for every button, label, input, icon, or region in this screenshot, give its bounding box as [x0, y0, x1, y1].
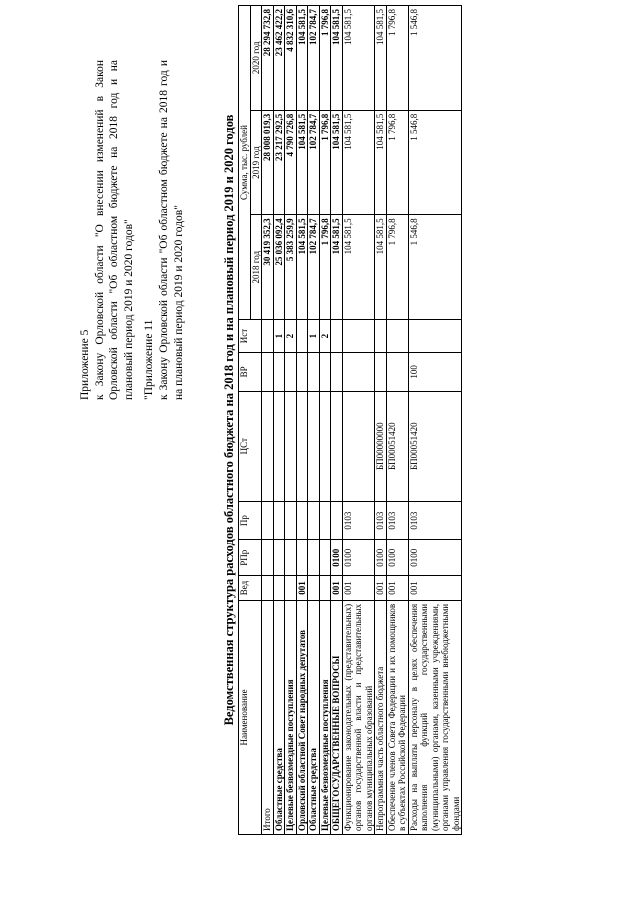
- cell-2020: 104 581,5: [375, 6, 387, 111]
- cell-2018: 104 581,5: [342, 215, 375, 320]
- cell-ved: [285, 576, 297, 601]
- cell-ist: 1: [273, 320, 285, 353]
- cell-2018: 102 784,7: [308, 215, 320, 320]
- cell-2020: 102 784,7: [308, 6, 320, 111]
- header-ist: Ист: [239, 320, 262, 353]
- cell-ved: [319, 576, 331, 601]
- header-vr: ВР: [239, 353, 262, 392]
- appendix-line: к Закону Орловской области "Об областном бюджете на 2018 год и на плановый период 2019 и 2020 годов": [157, 60, 185, 400]
- cell-vr: [375, 353, 387, 392]
- cell-2018: 25 036 092,4: [273, 215, 285, 320]
- cell-pr: 0103: [375, 501, 387, 540]
- cell-ist: 2: [319, 320, 331, 353]
- cell-vr: [285, 353, 297, 392]
- cell-rpr: 0100: [331, 540, 343, 576]
- cell-rpr: 0100: [408, 540, 462, 576]
- cell-name: Непрограммная часть областного бюджета: [375, 600, 387, 834]
- cell-2019: 104 581,5: [296, 110, 308, 215]
- cell-pr: 0103: [342, 501, 375, 540]
- header-pr: Пр: [239, 501, 262, 540]
- cell-rpr: [296, 540, 308, 576]
- cell-ved: 001: [386, 576, 408, 601]
- cell-vr: [296, 353, 308, 392]
- appendix-line: Приложение 5: [79, 329, 91, 400]
- table-row: [408, 6, 462, 835]
- cell-vr: [308, 353, 320, 392]
- header-2018: 2018 год: [250, 215, 262, 320]
- cell-2018: 1 546,8: [408, 215, 462, 320]
- cell-name: Итого: [262, 600, 274, 834]
- cell-cst: [308, 391, 320, 501]
- cell-rpr: [285, 540, 297, 576]
- cell-name: Обеспечение членов Совета Федерации и их помощников в субъектах Российской Федерации: [386, 600, 408, 834]
- cell-pr: 0103: [386, 501, 408, 540]
- cell-rpr: 0100: [375, 540, 387, 576]
- cell-2019: 28 008 019,3: [262, 110, 274, 215]
- cell-ist: [296, 320, 308, 353]
- cell-vr: [319, 353, 331, 392]
- cell-name: Областные средства: [308, 600, 320, 834]
- cell-pr: 0103: [408, 501, 462, 540]
- cell-2019: 1 796,8: [386, 110, 408, 215]
- cell-vr: [386, 353, 408, 392]
- cell-ist: 2: [285, 320, 297, 353]
- cell-pr: [296, 501, 308, 540]
- document-title: Ведомственная структура расходов областного бюджета на 2018 год и на плановый период 2019 и 2020 годов: [222, 114, 236, 726]
- cell-rpr: 0100: [342, 540, 375, 576]
- cell-cst: БП00051420: [386, 391, 408, 501]
- cell-2020: 23 462 422,2: [273, 6, 285, 111]
- appendix-line: к Закону Орловской области "О внесении изменений в Закон Орловской области "Об областном бюджете на 2018 год и на плановый период 2019 и 2020 годов": [93, 60, 135, 400]
- cell-ved: 001: [408, 576, 462, 601]
- cell-ist: 1: [308, 320, 320, 353]
- cell-rpr: [262, 540, 274, 576]
- cell-2020: 28 294 732,8: [262, 6, 274, 111]
- cell-ist: [408, 320, 462, 353]
- cell-2020: 4 832 310,6: [285, 6, 297, 111]
- cell-cst: [262, 391, 274, 501]
- budget-table: [238, 5, 462, 835]
- header-sum-group: Сумма, тыс. рублей: [239, 6, 251, 320]
- cell-rpr: [319, 540, 331, 576]
- cell-cst: [296, 391, 308, 501]
- cell-vr: [331, 353, 343, 392]
- cell-2019: 104 581,5: [375, 110, 387, 215]
- cell-cst: [331, 391, 343, 501]
- cell-2019: 104 581,5: [342, 110, 375, 215]
- cell-2018: 1 796,8: [319, 215, 331, 320]
- cell-cst: БП00000000: [375, 391, 387, 501]
- table-row: [319, 6, 331, 835]
- cell-ist: [262, 320, 274, 353]
- cell-2018: 104 581,5: [296, 215, 308, 320]
- header-2020: 2020 год: [250, 6, 262, 111]
- cell-ved: 001: [342, 576, 375, 601]
- table-row: [262, 6, 274, 835]
- cell-cst: [342, 391, 375, 501]
- cell-name: Целевые безвозмездные поступления: [285, 600, 297, 834]
- cell-rpr: [273, 540, 285, 576]
- cell-ist: [331, 320, 343, 353]
- cell-2019: 102 784,7: [308, 110, 320, 215]
- cell-pr: [319, 501, 331, 540]
- header-cst: ЦСт: [239, 391, 262, 501]
- appendix-line: "Приложение 11: [143, 319, 156, 400]
- cell-ist: [386, 320, 408, 353]
- cell-ist: [342, 320, 375, 353]
- cell-2019: 104 581,5: [331, 110, 343, 215]
- cell-cst: [273, 391, 285, 501]
- cell-cst: БП00051420: [408, 391, 462, 501]
- cell-2020: 1 546,8: [408, 6, 462, 111]
- cell-ved: 001: [375, 576, 387, 601]
- cell-2018: 30 419 352,3: [262, 215, 274, 320]
- cell-pr: [273, 501, 285, 540]
- cell-ved: [262, 576, 274, 601]
- cell-2020: 104 581,5: [331, 6, 343, 111]
- header-rpr: РПр: [239, 540, 262, 576]
- cell-rpr: 0100: [386, 540, 408, 576]
- header-name: Наименование: [239, 600, 262, 834]
- cell-name: Орловский областной Совет народных депутатов: [296, 600, 308, 834]
- cell-2019: 4 790 726,8: [285, 110, 297, 215]
- cell-ved: [308, 576, 320, 601]
- appendix-block: [78, 60, 186, 400]
- cell-ved: 001: [296, 576, 308, 601]
- cell-pr: [285, 501, 297, 540]
- cell-name: Областные средства: [273, 600, 285, 834]
- cell-vr: 100: [408, 353, 462, 392]
- cell-name: Целевые безвозмездные поступления: [319, 600, 331, 834]
- table-row: [308, 6, 320, 835]
- cell-ist: [375, 320, 387, 353]
- table-row: [296, 6, 308, 835]
- cell-2019: 23 217 292,5: [273, 110, 285, 215]
- cell-pr: [308, 501, 320, 540]
- cell-2018: 1 796,8: [386, 215, 408, 320]
- table-row: [375, 6, 387, 835]
- cell-pr: [331, 501, 343, 540]
- table-row: [273, 6, 285, 835]
- header-ved: Вед: [239, 576, 262, 601]
- header-2019: 2019 год: [250, 110, 262, 215]
- table-row: [331, 6, 343, 835]
- table-row: [386, 6, 408, 835]
- cell-name: ОБЩЕГОСУДАРСТВЕННЫЕ ВОПРОСЫ: [331, 600, 343, 834]
- cell-ved: [273, 576, 285, 601]
- table-header-row: [239, 6, 251, 835]
- cell-vr: [342, 353, 375, 392]
- cell-2019: 1 796,8: [319, 110, 331, 215]
- cell-2019: 1 546,8: [408, 110, 462, 215]
- cell-2020: 104 581,5: [342, 6, 375, 111]
- cell-rpr: [308, 540, 320, 576]
- cell-name: Функционирование законодательных (представительных) органов государственной власти и представительных органов муниципальных образований: [342, 600, 375, 834]
- table-row: [285, 6, 297, 835]
- cell-2018: 5 383 259,9: [285, 215, 297, 320]
- cell-name: Расходы на выплаты персоналу в целях обеспечения выполнения функций государственными (муниципальными) органами, казенными учреждениями, органами управления государственными внебюджетными фондами: [408, 600, 462, 834]
- cell-vr: [273, 353, 285, 392]
- cell-2020: 104 581,5: [296, 6, 308, 111]
- cell-2020: 1 796,8: [386, 6, 408, 111]
- cell-2020: 1 796,8: [319, 6, 331, 111]
- cell-vr: [262, 353, 274, 392]
- cell-ved: 001: [331, 576, 343, 601]
- cell-pr: [262, 501, 274, 540]
- cell-cst: [319, 391, 331, 501]
- table-row: [342, 6, 375, 835]
- cell-cst: [285, 391, 297, 501]
- cell-2018: 104 581,5: [375, 215, 387, 320]
- cell-2018: 104 581,5: [331, 215, 343, 320]
